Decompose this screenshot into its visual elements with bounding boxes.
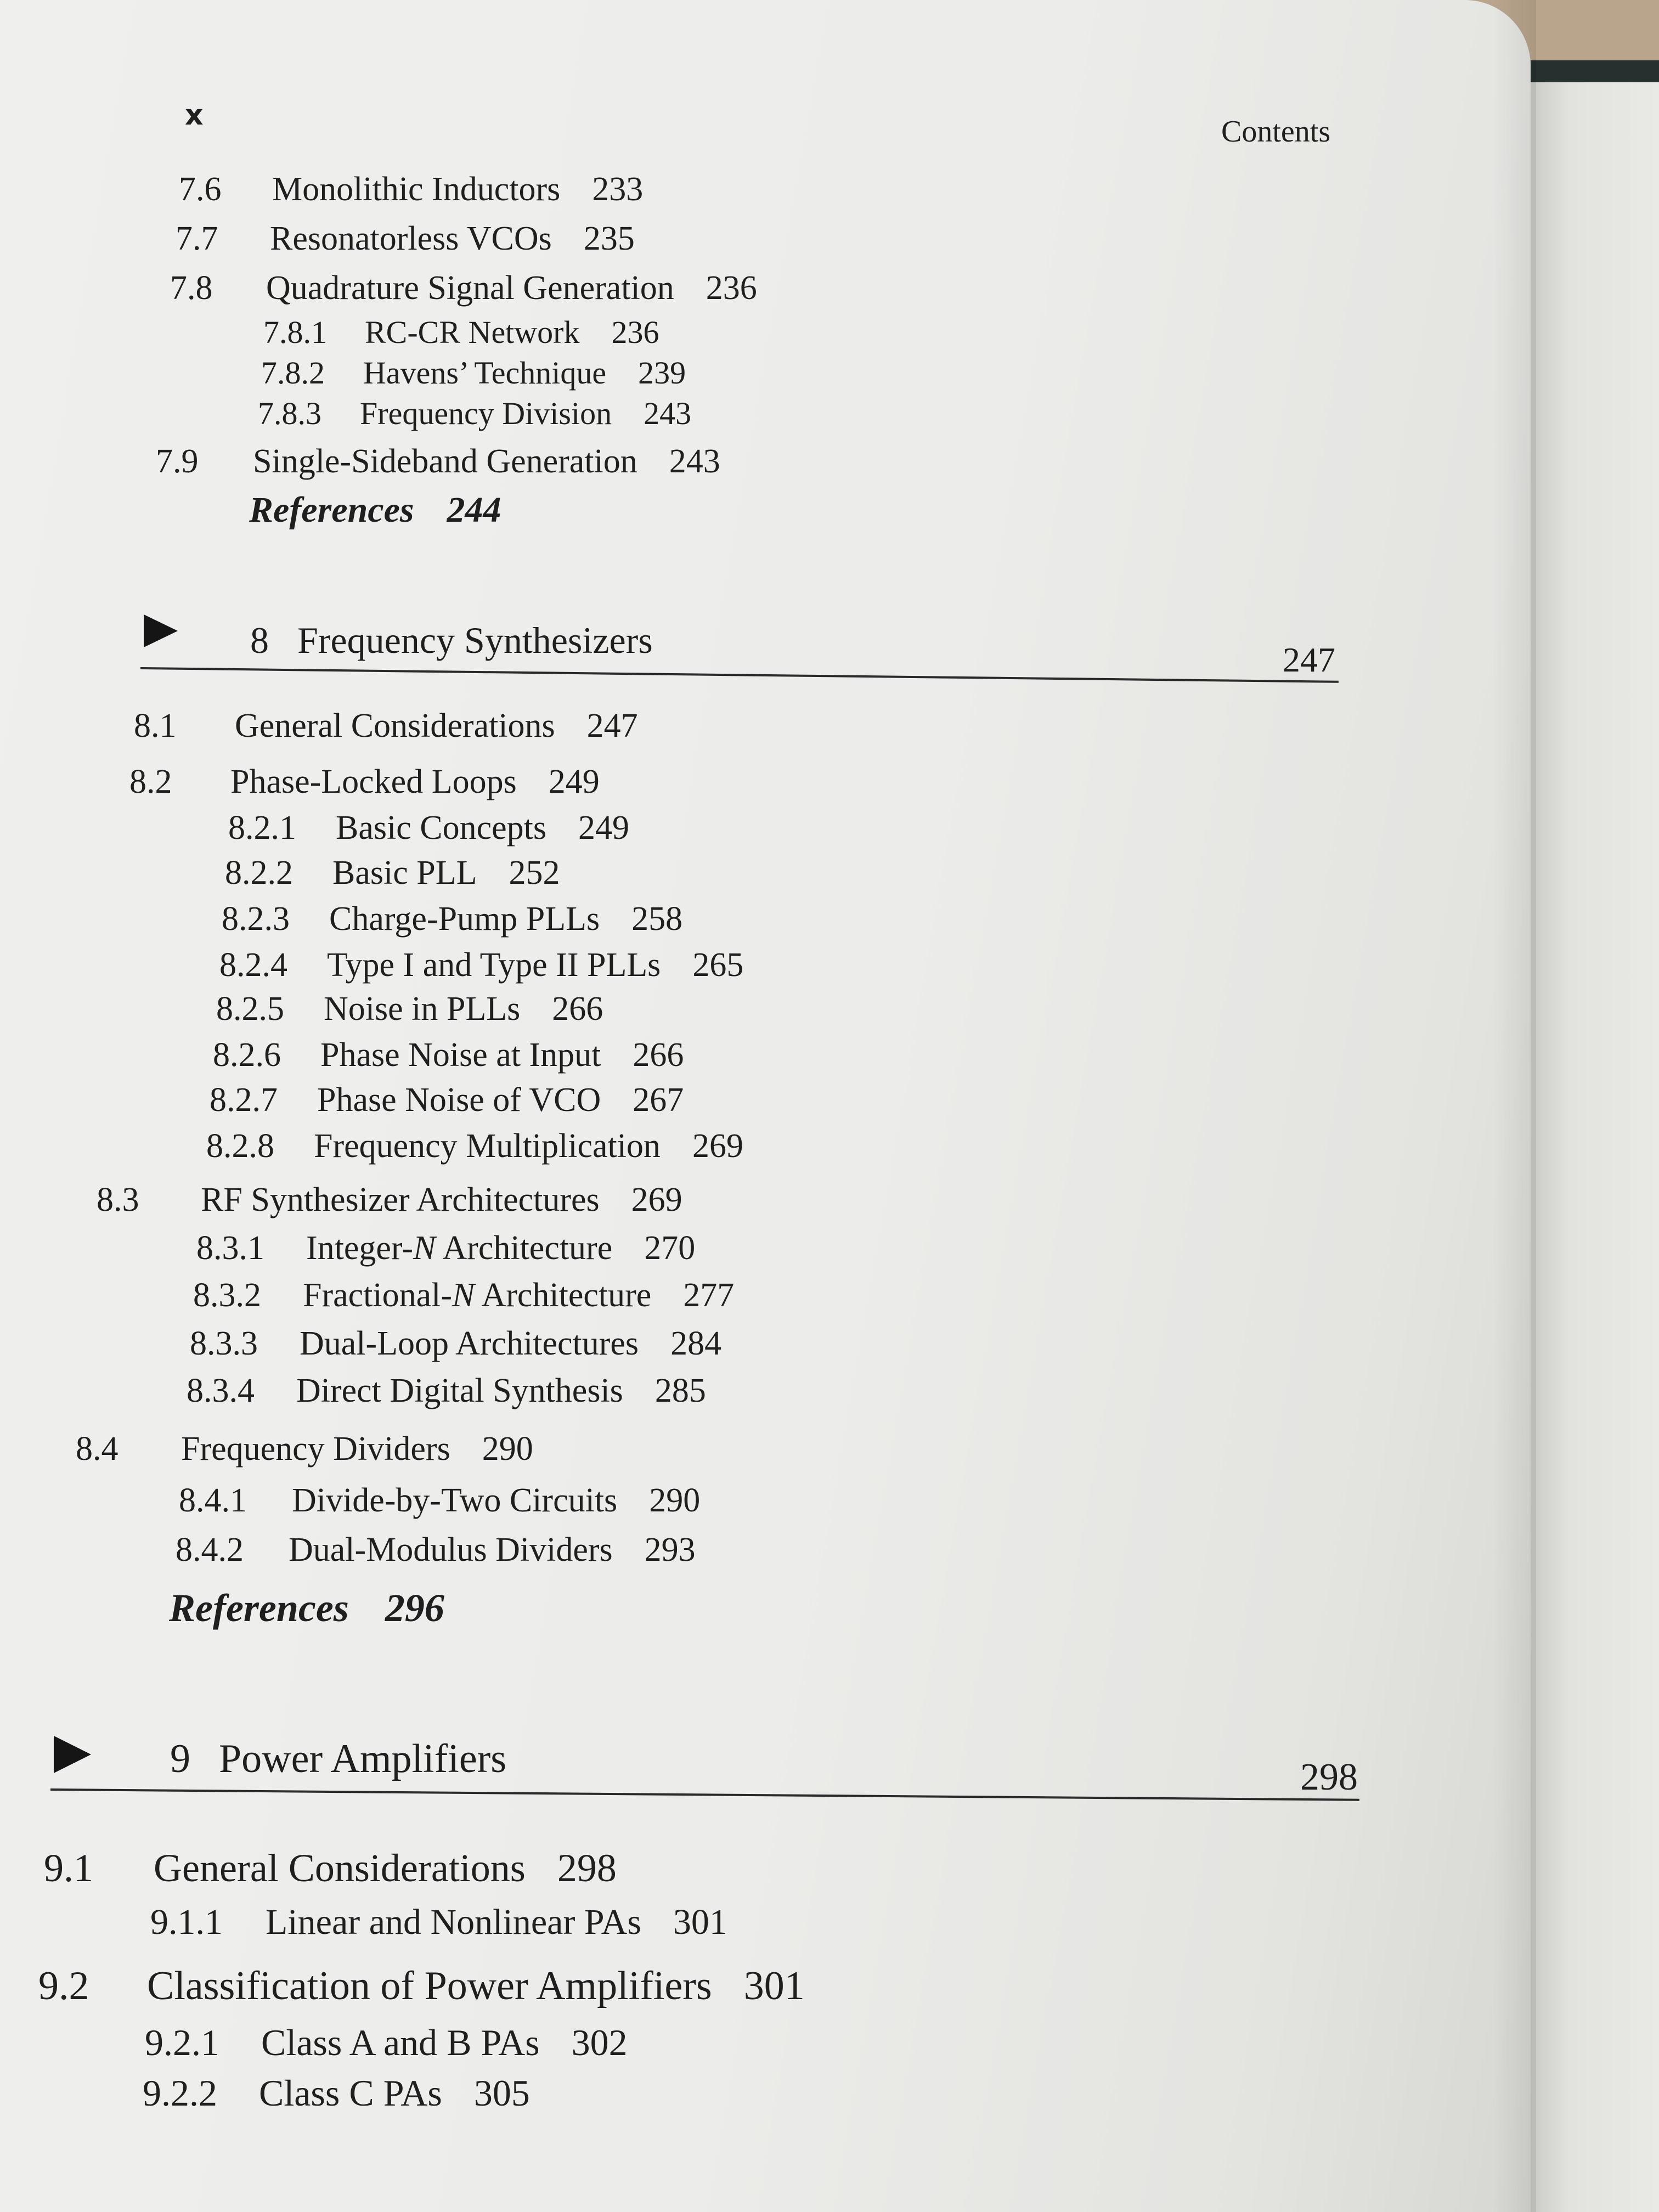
section-number: 8.3.3 [190,1325,258,1362]
section-page: 236 [611,314,659,350]
toc-entry-8-2 [129,763,600,802]
section-title: Direct Digital Synthesis [296,1372,623,1409]
section-title: Type I and Type II PLLs [327,946,661,984]
section-number: 8.2 [129,763,172,800]
section-number: 8.2.6 [213,1036,281,1074]
section-title: Noise in PLLs [324,990,521,1028]
toc-entry-7-7 [176,219,635,258]
section-number: 9.2.2 [143,2072,217,2114]
chapter-number: 9 [170,1736,190,1781]
toc-entry-8-1 [134,707,638,746]
page-number-roman: x [185,99,204,132]
section-number: 8.1 [134,707,177,744]
section-title: Quadrature Signal Generation [266,269,674,307]
section-number: 8.2.7 [210,1081,278,1119]
section-title: Dual-Loop Architectures [300,1325,639,1362]
section-title: Frequency Dividers [181,1430,450,1468]
section-page: 290 [649,1482,701,1519]
section-title: Single-Sideband Generation [253,443,637,480]
section-number: 8.4 [76,1430,119,1468]
toc-entry-8-2-4 [219,946,743,985]
section-title: Frequency Multiplication [314,1127,661,1165]
section-page: 284 [670,1325,722,1362]
section-number: 7.8.3 [258,396,321,431]
section-page: 301 [743,1963,805,2008]
toc-entry-8-2-7 [210,1081,684,1120]
background-dark-strip [1531,60,1659,82]
section-title: Basic Concepts [336,809,546,847]
section-number: 7.8 [170,269,213,307]
toc-entry-9-2 [38,1963,805,2010]
section-page: 269 [692,1127,743,1165]
section-title: Resonatorless VCOs [270,220,552,257]
references-page: 244 [447,490,501,530]
section-page: 243 [669,443,720,480]
section-number: 8.2.4 [219,946,287,984]
section-number: 8.3.2 [193,1277,261,1314]
toc-entry-8-3-4 [187,1372,706,1410]
section-page: 265 [692,946,744,984]
section-number: 8.4.1 [179,1482,247,1519]
section-title: Linear and Nonlinear PAs [266,1902,641,1942]
section-number: 8.2.1 [228,809,296,847]
section-title: Dual-Modulus Dividers [289,1531,613,1568]
section-page: 285 [654,1372,706,1409]
section-number: 9.1 [44,1846,93,1890]
toc-entry-8-2-1 [228,809,629,848]
toc-entry-8-2-8 [206,1127,743,1166]
toc-entry-8-3-3 [190,1324,721,1363]
section-page: 233 [592,171,644,208]
section-title: General Considerations [235,707,555,744]
section-number: 8.4.2 [176,1531,244,1568]
section-number: 7.6 [179,171,222,208]
toc-references-ch7 [249,489,501,531]
section-number: 8.2.5 [216,990,284,1028]
chapter-title: Frequency Synthesizers [297,619,653,661]
section-number: 8.3.1 [196,1229,264,1267]
section-title: RF Synthesizer Architectures [201,1181,600,1218]
section-page: 301 [673,1902,727,1942]
section-title: Phase-Locked Loops [230,763,517,800]
section-title: Architecture [475,1277,652,1314]
section-page: 252 [509,854,560,891]
section-page: 302 [571,2022,628,2063]
toc-entry-8-3-1 [196,1229,695,1268]
toc-entry-8-3-2 [193,1276,734,1315]
section-page: 293 [644,1531,696,1568]
toc-entry-7-6 [179,170,643,209]
section-page: 249 [548,763,600,800]
chapter-marker-icon [54,1736,91,1773]
section-title: Class A and B PAs [261,2022,540,2063]
section-title: Integer- [306,1229,413,1267]
section-page: 258 [631,900,683,938]
section-page: 277 [683,1277,735,1314]
toc-entry-7-8-1 [263,314,659,351]
references-page: 296 [385,1586,444,1630]
section-page: 235 [583,220,635,257]
section-title: Basic PLL [332,854,477,891]
section-title: Phase Noise at Input [320,1036,601,1074]
section-number: 8.2.3 [222,900,290,938]
next-page-edge [1531,60,1659,2212]
section-page: 290 [482,1430,533,1468]
section-page: 243 [644,396,692,431]
toc-entry-9-2-2 [143,2072,530,2115]
toc-entry-9-1-1 [150,1901,727,1943]
section-title: Architecture [436,1229,613,1267]
section-page: 239 [638,355,686,391]
toc-entry-8-3 [97,1181,682,1220]
section-number: 9.1.1 [150,1902,223,1942]
section-title: RC-CR Network [365,314,580,350]
toc-entry-8-2-3 [222,900,682,939]
section-title: Havens’ Technique [363,355,607,391]
chapter-8-heading [250,619,653,662]
section-title: Classification of Power Amplifiers [147,1963,712,2008]
section-page: 269 [631,1181,682,1218]
section-title: Fractional- [303,1277,453,1314]
toc-entry-8-2-2 [225,854,560,893]
section-page: 266 [552,990,603,1028]
section-number: 8.3 [97,1181,139,1218]
toc-entry-7-8-3 [258,395,691,432]
section-page: 298 [557,1846,617,1890]
section-title-italic-n: N [413,1229,436,1267]
chapter-number: 8 [250,619,269,661]
section-number: 9.2.1 [145,2022,219,2063]
section-title: Divide-by-Two Circuits [292,1482,618,1519]
section-page: 236 [706,269,757,307]
toc-entry-8-2-6 [213,1036,684,1075]
chapter-9-heading [170,1736,506,1782]
section-title: Charge-Pump PLLs [329,900,600,938]
chapter-title: Power Amplifiers [219,1736,507,1781]
section-page: 266 [633,1036,684,1074]
chapter-8-page: 247 [1283,640,1335,679]
section-title: Frequency Division [360,396,612,431]
section-page: 267 [633,1081,684,1119]
references-label: References [169,1586,349,1630]
section-title: Phase Noise of VCO [317,1081,601,1119]
chapter-marker-icon [144,614,178,647]
section-number: 9.2 [38,1963,89,2008]
toc-entry-7-8 [170,269,757,308]
toc-entry-7-9 [156,442,720,481]
section-number: 7.7 [176,220,218,257]
section-title: Class C PAs [259,2072,442,2114]
section-title: Monolithic Inductors [272,171,561,208]
section-page: 305 [473,2072,530,2114]
toc-entry-8-4-2 [176,1531,696,1570]
page-curl-shadow [1492,0,1536,2212]
section-page: 247 [586,707,638,744]
running-title: Contents [1221,115,1331,149]
section-page: 249 [578,809,629,847]
toc-entry-9-2-1 [145,2021,628,2064]
section-number: 8.2.2 [225,854,293,891]
references-label: References [249,490,414,530]
section-title-italic-n: N [452,1277,475,1314]
section-number: 7.8.2 [261,355,325,391]
toc-references-ch8 [169,1585,444,1631]
toc-entry-8-4 [76,1430,533,1469]
section-number: 8.2.8 [206,1127,274,1165]
section-title: General Considerations [154,1846,526,1890]
section-number: 7.9 [156,443,199,480]
section-number: 7.8.1 [263,314,327,350]
chapter-9-page: 298 [1300,1756,1358,1798]
toc-entry-7-8-2 [261,354,686,391]
section-number: 8.3.4 [187,1372,255,1409]
toc-entry-8-4-1 [179,1481,700,1520]
toc-entry-8-2-5 [216,990,603,1029]
section-page: 270 [644,1229,696,1267]
toc-entry-9-1 [44,1846,617,1891]
